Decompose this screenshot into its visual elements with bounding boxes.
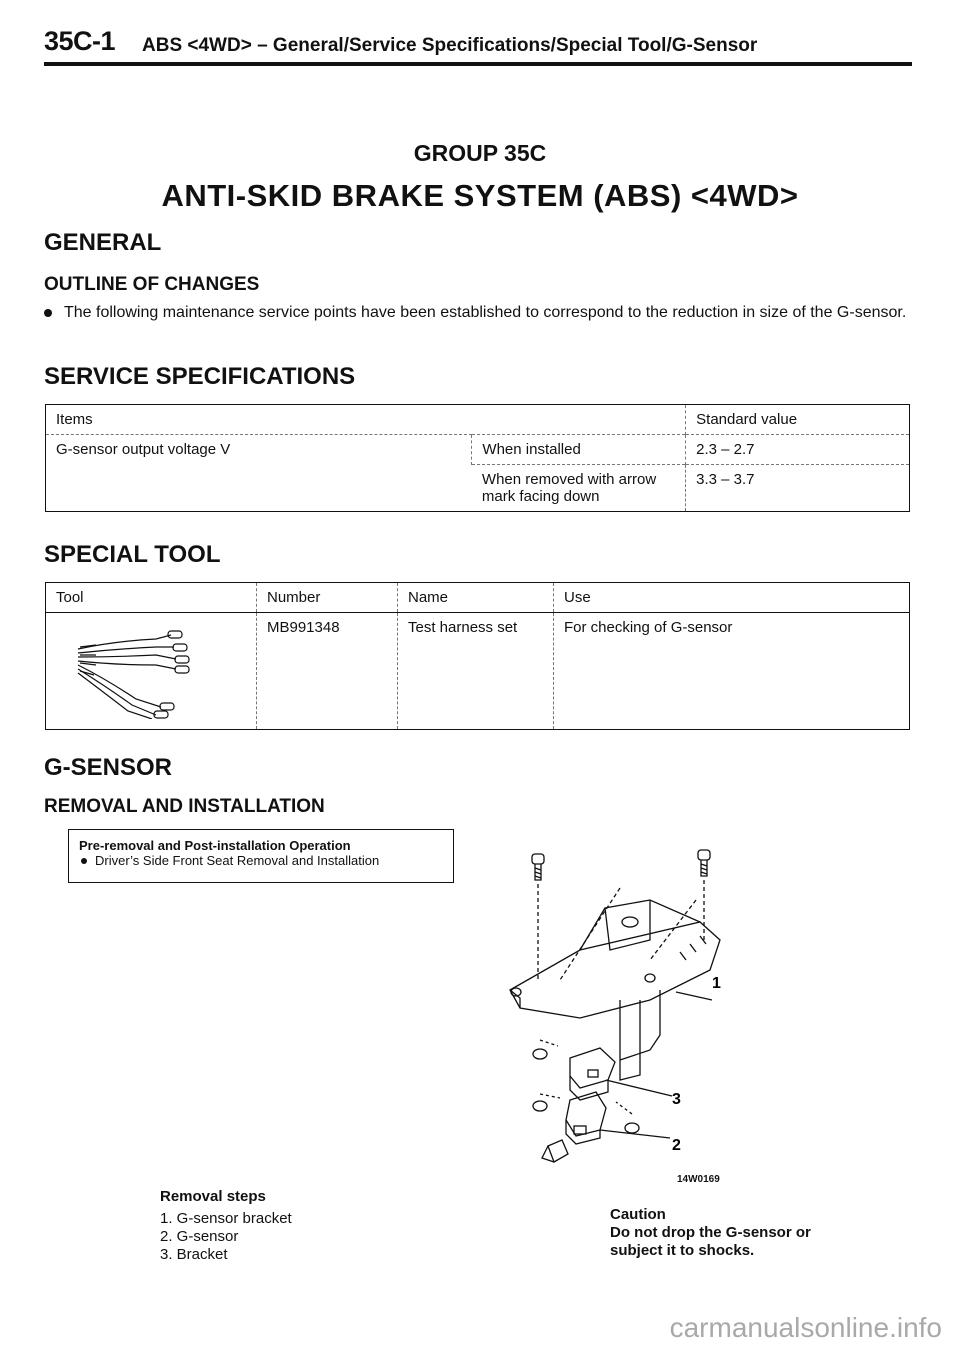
figure-code: 14W0169 [677, 1174, 720, 1185]
bullet-dot [81, 858, 87, 864]
caution-line: Do not drop the G-sensor or [610, 1224, 811, 1241]
outline-bullet [44, 302, 914, 323]
g-sensor-heading: G-SENSOR [44, 754, 173, 781]
tool-use: For checking of G-sensor [554, 613, 910, 730]
system-title: ANTI-SKID BRAKE SYSTEM (ABS) <4WD> [161, 178, 799, 213]
outline-text: The following maintenance service points have been established to correspond to the reduction in size of the G-sensor. [64, 304, 907, 321]
header-title: ABS <4WD> – General/Service Specifications/Special Tool/G-Sensor [142, 35, 758, 56]
spec-item: G-sensor output voltage V [46, 435, 472, 512]
removal-steps [160, 1188, 292, 1264]
table-row [46, 583, 910, 613]
col-name: Name [398, 583, 554, 613]
caution-title: Caution [610, 1206, 666, 1223]
col-use: Use [554, 583, 910, 613]
table-row [46, 613, 910, 730]
spec-value: 3.3 – 3.7 [686, 465, 910, 512]
spec-condition: When installed [472, 435, 686, 465]
callout-3: 3 [672, 1091, 681, 1108]
step-item: 2. G-sensor [160, 1228, 239, 1245]
callout-1: 1 [712, 975, 721, 992]
header-standard-value: Standard value [686, 405, 910, 435]
service-specs-table [45, 404, 910, 512]
table-row [46, 405, 910, 435]
spec-condition: When removed with arrow mark facing down [472, 465, 686, 512]
removal-heading: REMOVAL AND INSTALLATION [44, 796, 325, 817]
tool-number: MB991348 [257, 613, 398, 730]
spec-value: 2.3 – 2.7 [686, 435, 910, 465]
watermark: carmanualsonline.info [669, 1312, 942, 1343]
bullet-dot [44, 309, 52, 317]
preop-item [79, 853, 443, 868]
table-row [46, 435, 910, 465]
header-items: Items [56, 411, 93, 428]
group-label: GROUP 35C [413, 140, 547, 166]
step-item: 1. G-sensor bracket [160, 1210, 292, 1227]
tool-name: Test harness set [398, 613, 554, 730]
special-tool-heading: SPECIAL TOOL [44, 541, 221, 568]
section-number: 35C-1 [44, 26, 116, 56]
test-harness-illustration [56, 619, 226, 719]
step-item: 3. Bracket [160, 1246, 228, 1263]
general-heading: GENERAL [44, 229, 162, 256]
header-rule [44, 62, 912, 66]
tool-illustration-cell [46, 613, 257, 730]
service-specs-heading: SERVICE SPECIFICATIONS [44, 363, 356, 390]
caution-line: subject it to shocks. [610, 1242, 755, 1259]
preop-item-text: Driver’s Side Front Seat Removal and Installation [95, 853, 380, 868]
steps-title: Removal steps [160, 1188, 266, 1205]
preop-title: Pre-removal and Post-installation Operation [79, 838, 351, 853]
preop-box [68, 829, 454, 883]
col-number: Number [257, 583, 398, 613]
g-sensor-exploded-diagram [500, 840, 740, 1170]
callout-2: 2 [672, 1137, 681, 1154]
special-tool-table [45, 582, 910, 730]
caution-note [610, 1206, 811, 1260]
col-tool: Tool [46, 583, 257, 613]
outline-heading: OUTLINE OF CHANGES [44, 274, 260, 295]
